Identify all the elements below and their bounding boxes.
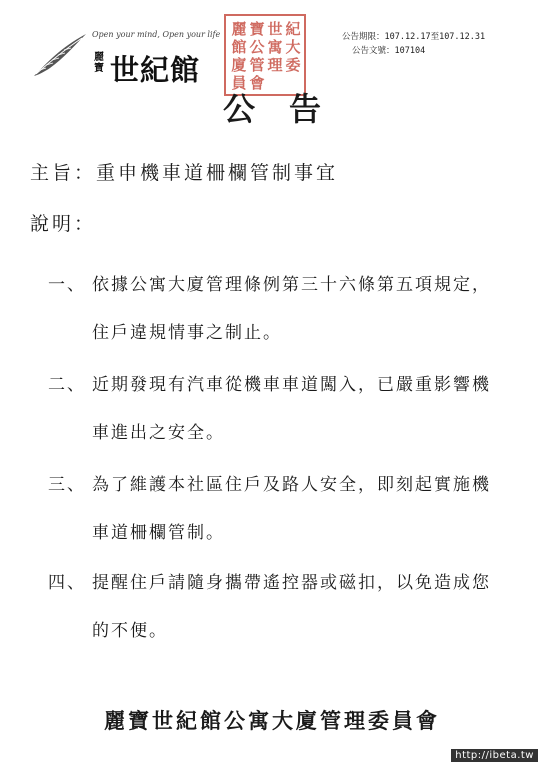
- notice-period-label: 公告期限：: [342, 32, 385, 42]
- list-item: [48, 270, 491, 343]
- list-item: [48, 470, 491, 543]
- list-item: [48, 568, 491, 641]
- seal-character: 管: [249, 56, 265, 74]
- item-line: 的不便。: [92, 621, 168, 641]
- seal-character: 會: [249, 74, 265, 92]
- notice-doc-label: 公告文號：: [352, 46, 395, 56]
- item-line: 近期發現有汽車從機車車道闖入，已嚴重影響機: [92, 375, 491, 395]
- watermark: http://ibeta.tw: [451, 749, 538, 762]
- item-number: 三、: [48, 475, 86, 495]
- item-line: 住戶違規情事之制止。: [92, 323, 282, 343]
- description-label: 說明：: [30, 213, 97, 235]
- list-item: [48, 370, 491, 443]
- item-line: 依據公寓大廈管理條例第三十六條第五項規定，: [92, 275, 491, 295]
- seal-character: 寓: [267, 38, 283, 56]
- logo-brand-small: 麗寶: [94, 52, 104, 74]
- seal-character: 理: [267, 56, 283, 74]
- notice-doc-number: [342, 44, 485, 58]
- item-number: 二、: [48, 375, 86, 395]
- item-line: 提醒住戶請隨身攜帶遙控器或磁扣，以免造成您: [92, 573, 491, 593]
- feather-icon: [30, 32, 90, 78]
- seal-character: 大: [285, 38, 301, 56]
- item-line: 車進出之安全。: [92, 423, 225, 443]
- item-line: 為了維護本社區住戶及路人安全，即刻起實施機: [92, 475, 491, 495]
- item-number: 四、: [48, 573, 86, 593]
- notice-doc-value: 107104: [394, 46, 426, 56]
- logo: [30, 22, 221, 92]
- notice-period: [342, 30, 485, 44]
- item-line: 車道柵欄管制。: [92, 523, 225, 543]
- item-number: 一、: [48, 275, 86, 295]
- notice-subject: 主旨：重申機車道柵欄管制事宜: [30, 162, 339, 184]
- notice-period-value: 107.12.17至107.12.31: [384, 32, 486, 42]
- notice-meta: [342, 30, 485, 58]
- seal-character: 館: [231, 38, 247, 56]
- logo-tagline: Open your mind, Open your life: [92, 30, 221, 39]
- seal-character: 廈: [231, 56, 247, 74]
- seal-character: 公: [249, 38, 265, 56]
- seal-character: 委: [285, 56, 301, 74]
- seal-character: 寶: [249, 20, 265, 38]
- seal-character: 員: [231, 74, 247, 92]
- seal-character: 紀: [285, 20, 301, 38]
- logo-brand-name: 世紀館: [110, 53, 201, 87]
- issuer-signature: 麗寶世紀館公寓大廈管理委員會: [104, 708, 440, 733]
- seal-character: 麗: [231, 20, 247, 38]
- seal-character: 世: [267, 20, 283, 38]
- page-title: 公告: [222, 90, 355, 128]
